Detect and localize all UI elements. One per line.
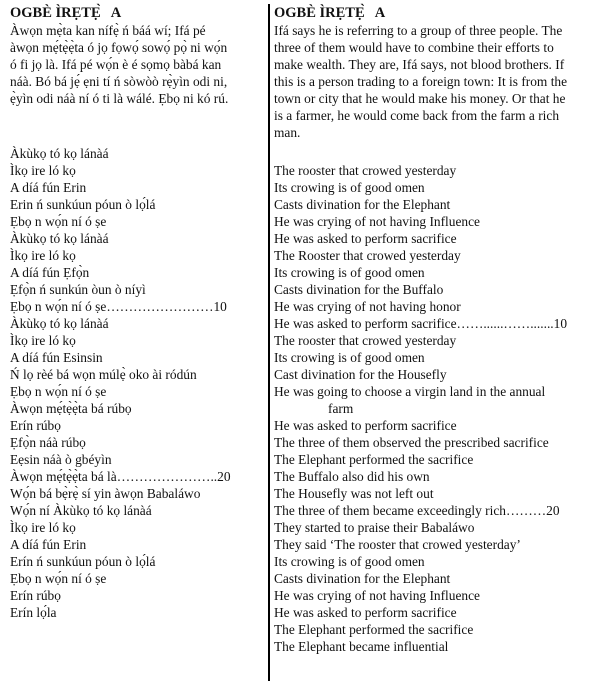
- english-verse-line: He was asked to perform sacrifice: [274, 231, 457, 246]
- english-verse-line: Casts divination for the Elephant: [274, 197, 451, 212]
- english-intro-line: Ifá says he is referring to a group of three people. The: [274, 23, 563, 38]
- english-verse-line: He was crying of not having Influence: [274, 588, 480, 603]
- yoruba-verse-line: Eẹsin náà ò gbéyìn: [10, 452, 112, 467]
- yoruba-verse-line: Ẹfọ̀n náà rúbọ: [10, 435, 86, 450]
- yoruba-verse-line: Ìkọ ire ló kọ: [10, 248, 76, 263]
- yoruba-verse-line: Ẹbọ n wọ́n ní ó ṣe: [10, 571, 107, 586]
- column-divider: [268, 4, 270, 681]
- yoruba-verse-line: Erin ń sunkúun póun ò lọ́lá: [10, 197, 156, 212]
- yoruba-verse-line: Wọ́n ní Àkùkọ tó kọ lánàá: [10, 503, 152, 518]
- english-intro-line: three of them would have to combine their efforts to: [274, 40, 554, 55]
- english-verse-line: Its crowing is of good omen: [274, 554, 425, 569]
- yoruba-verse-line: Ẹbọ n wọ́n ní ó ṣe: [10, 214, 107, 229]
- english-verse-line: Casts divination for the Buffalo: [274, 282, 444, 297]
- yoruba-verse-line: A díá fún Ẹfọ̀n: [10, 265, 90, 280]
- yoruba-verse-line: Àkùkọ tó kọ lánàá: [10, 316, 109, 331]
- yoruba-verse-line: Àkùkọ tó kọ lánàá: [10, 231, 109, 246]
- english-intro: [274, 22, 606, 141]
- english-verse-line: They said ‘The rooster that crowed yesterday’: [274, 537, 521, 552]
- yoruba-verse-line: A díá fún Erin: [10, 180, 87, 195]
- english-verse-line: The rooster that crowed yesterday: [274, 333, 457, 348]
- english-verse-line: farm: [328, 401, 354, 416]
- english-verse-line: Casts divination for the Elephant: [274, 571, 451, 586]
- english-verse-line: He was asked to perform sacrifice……......…….......10: [274, 316, 568, 331]
- english-verse-line: The three of them observed the prescribed sacrifice: [274, 435, 549, 450]
- yoruba-verse-line: Ẹbọ n wọ́n ní ó ṣe: [10, 384, 107, 399]
- english-verse-line: The Buffalo also did his own: [274, 469, 430, 484]
- english-verse-line: The three of them became exceedingly rich………20: [274, 503, 560, 518]
- english-verse-line: Its crowing is of good omen: [274, 180, 425, 195]
- yoruba-verse-line: Àkùkọ tó kọ lánàá: [10, 146, 109, 161]
- yoruba-verse-line: Ẹfọ̀n ń sunkún òun ò níyì: [10, 282, 146, 297]
- english-intro-line: is a farmer, he would come back from the farm a rich: [274, 108, 560, 123]
- yoruba-intro-line: ẹ̀yìn odi náà ní ó ti là wálé. Ẹbọ ni kó rú.: [10, 91, 229, 106]
- yoruba-verse-line: Àwọn mẹ́tẹ̀ẹ̀ta bá rúbọ: [10, 401, 132, 416]
- english-verses: [274, 162, 606, 655]
- yoruba-verse-line: Wọ́n bá bẹ̀rẹ̀ sí yin àwọn Babaláwo: [10, 486, 201, 501]
- yoruba-intro-line: ó fi jọ là. Ifá pé wọ́n è é sọmọ bàbá kan: [10, 57, 222, 72]
- yoruba-column: [10, 0, 262, 621]
- english-verse-line: He was crying of not having honor: [274, 299, 461, 314]
- english-verse-line: The rooster that crowed yesterday: [274, 163, 457, 178]
- english-verse-line: The Elephant performed the sacrifice: [274, 452, 474, 467]
- english-intro-line: this is a person trading to a foreign town: It is from the: [274, 74, 568, 89]
- yoruba-verse-line: Ìkọ ire ló kọ: [10, 163, 76, 178]
- english-column: [274, 0, 606, 655]
- yoruba-verse-line: Ìkọ ire ló kọ: [10, 520, 76, 535]
- yoruba-verse-line: Erín lọ́la: [10, 605, 57, 620]
- yoruba-verse-line: A díá fún Esinsin: [10, 350, 103, 365]
- yoruba-verse-line: A díá fún Erin: [10, 537, 87, 552]
- yoruba-title: OGBÈ ÌRẸTẸ̀ A: [10, 5, 122, 21]
- english-verse-line: The Elephant became influential: [274, 639, 449, 654]
- english-verse-line: He was asked to perform sacrifice: [274, 605, 457, 620]
- yoruba-verse-line: Àwọn mẹ́tẹ̀ẹ̀ta bá là…………………..20: [10, 469, 231, 484]
- yoruba-intro-line: Àwọn mẹ̀ta kan nífẹ̀ ń báá wí; Ifá pé: [10, 23, 206, 38]
- english-verse-line: Cast divination for the Housefly: [274, 367, 447, 382]
- english-intro-line: town or city that he would make his money. Or that he: [274, 91, 566, 106]
- english-title: OGBÈ ÌRẸTẸ̀ A: [274, 5, 386, 21]
- english-intro-line: man.: [274, 125, 301, 140]
- english-verse-line: He was asked to perform sacrifice: [274, 418, 457, 433]
- yoruba-verse-line: Erín ń sunkúun póun ò lọ́lá: [10, 554, 156, 569]
- english-verse-line: He was crying of not having Influence: [274, 214, 480, 229]
- yoruba-intro-line: àwọn mẹ́tẹ̀ẹ̀ta ó jọ fọwọ́ sowọ́ pọ̀ ni wọ́n: [10, 40, 228, 55]
- yoruba-verse-line: Erín rúbọ: [10, 588, 61, 603]
- yoruba-verse-line: Erín rúbọ: [10, 418, 61, 433]
- yoruba-verse-line: Ìkọ ire ló kọ: [10, 333, 76, 348]
- english-verse-line: They started to praise their Babaláwo: [274, 520, 475, 535]
- english-verse-line: The Rooster that crowed yesterday: [274, 248, 461, 263]
- english-intro-line: make wealth. They are, Ifá says, not blood brothers. If: [274, 57, 565, 72]
- english-verse-line: The Elephant performed the sacrifice: [274, 622, 474, 637]
- yoruba-verse-line: Ẹbọ n wọ́n ní ó ṣe……………………10: [10, 299, 227, 314]
- yoruba-verses: [10, 145, 262, 621]
- english-verse-line: He was going to choose a virgin land in the annual: [274, 384, 546, 399]
- yoruba-intro: [10, 22, 262, 141]
- english-verse-line: The Housefly was not left out: [274, 486, 434, 501]
- english-verse-line: Its crowing is of good omen: [274, 350, 425, 365]
- yoruba-verse-line: Ń lọ rèé bá wọn múlẹ̀ oko ài ródún: [10, 367, 197, 382]
- yoruba-intro-line: náà. Bó bá jẹ́ ẹni tí ń sòwòò rẹ̀yìn odi ni,: [10, 74, 228, 89]
- english-verse-line: Its crowing is of good omen: [274, 265, 425, 280]
